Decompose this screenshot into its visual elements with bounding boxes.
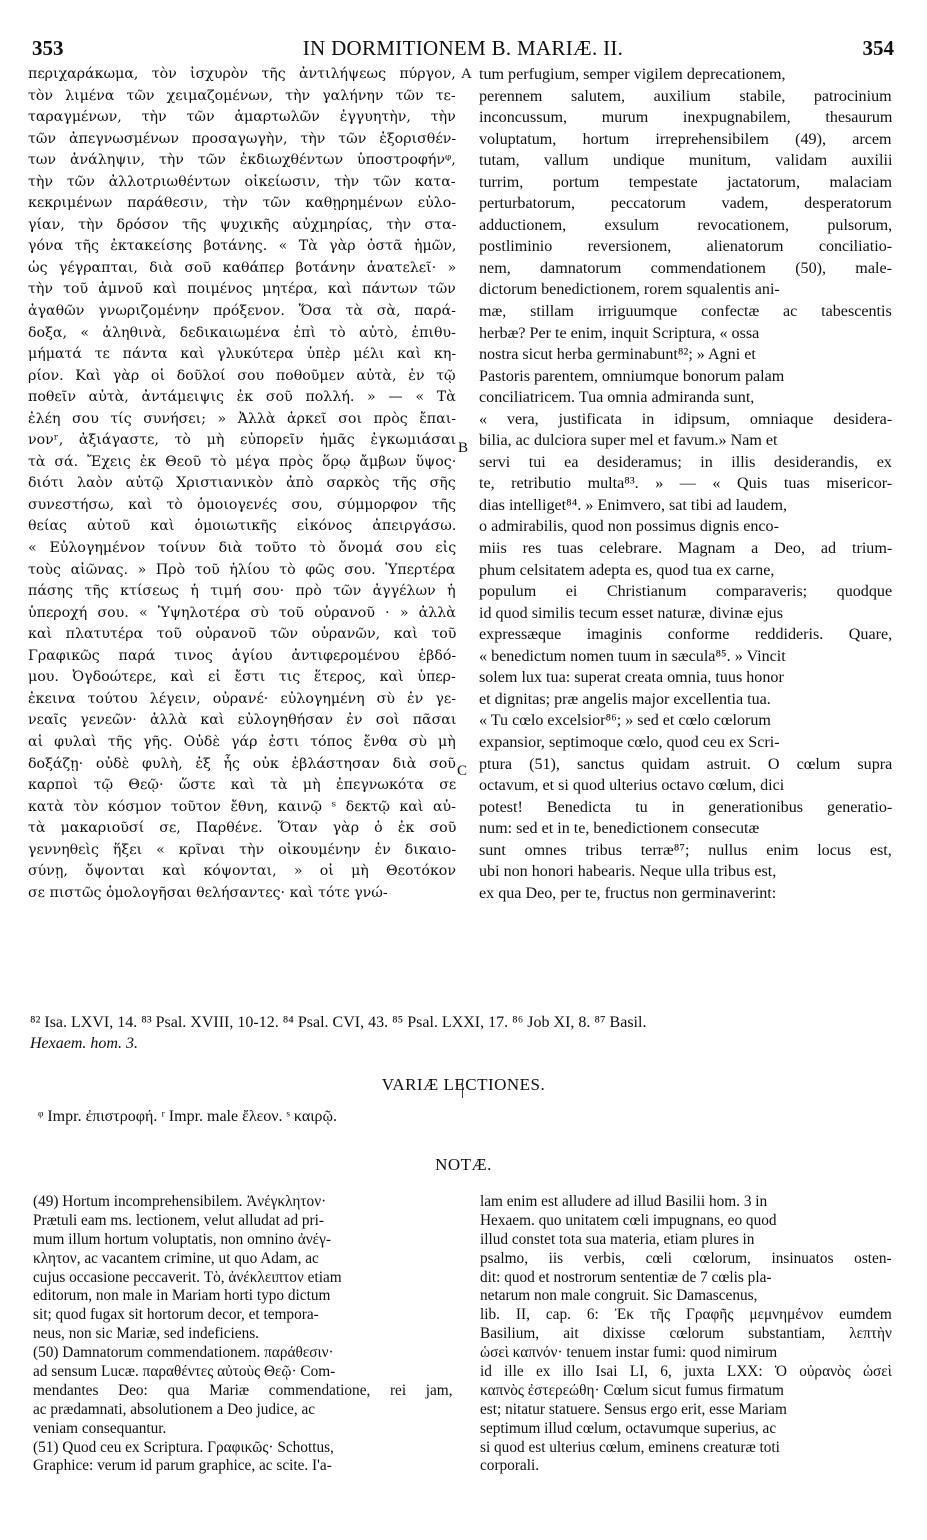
greek-text-line: δοξα, « ἀληθινὰ, δεδικαιωμένα ἐπὶ τὸ αὐτὸ, ἐπιθυ- [28,324,456,341]
note-line: corporali. [480,1457,540,1475]
latin-text-line: dictorum benedictionem, rorem squalentis ani- [479,281,780,299]
latin-text-line: perennem salutem, auxilium stabile, patrocinium [479,87,892,105]
note-line: mendantes Deo: qua Mariæ commendatione, rei jam, [33,1381,453,1399]
greek-text-line: μήματά τε πάντα καὶ γλυκύτερα ὑπὲρ μέλι καὶ κη- [28,346,456,363]
greek-text-line: γεννηθεὶς ἥξει « κρῖναι τὴν οἰκουμένην ἐν δικαιο- [28,841,456,858]
latin-text-line: nostra sicut herba germinabunt⁸²; » Agni et [479,346,756,364]
latin-text-line: voluptatum, hortum irreprehensibilem (49), arcem [479,130,892,148]
note-line: κλητον, ac vacantem crimine, ut quo Adam, ac [33,1249,319,1267]
greek-text-line: καὶ πλατυτέρα τοῦ οὐρανοῦ τῶν οὐρανῶν, καὶ τοῦ [28,626,456,643]
note-line: (51) Quod ceu ex Scriptura. Γραφικῶς· Schottus, [33,1438,334,1456]
page-header [32,36,894,66]
latin-text-line: id quod similis tecum esset naturæ, divinæ ejus [479,604,783,622]
note-line: lib. II, cap. 6: Ἐκ τῆς Γραφῆς μεμνημένον eumdem [480,1306,892,1324]
greek-text-line: τῶν ἀπεγνωσμένων προσαγωγὴν, τὴν τῶν ἐξορισθέν- [28,130,456,147]
running-title: IN DORMITIONEM B. MARIÆ. II. [302,36,624,60]
latin-text-line: adductionem, exsulum revocationem, pulsorum, [479,216,892,234]
note-line: netarum non male congruit. Sic Damascenus, [480,1287,758,1305]
greek-text-line: τὰ μακαριοῦσί σε, Παρθένε. Ὅταν γὰρ ὁ ἐκ σοῦ [28,820,456,837]
section-marker-b: B [458,440,469,456]
note-line: neus, non sic Mariæ, sed indeficiens. [33,1325,260,1343]
latin-text-line: num: sed et in te, benedictionem consecutæ [479,820,760,838]
greek-text-line: ὑπεροχή σου. « Ὑψηλοτέρα σὺ τοῦ οὐρανοῦ · » ἀλλὰ [28,604,456,621]
latin-text-line: sunt omnes tribus terræ⁸⁷; nullus enim locus est, [479,841,892,859]
latin-text-line: miis res tuas celebrare. Magnam a Deo, ad trium- [479,540,892,558]
latin-text-line: expansior, septimoque cœlo, quod ceu ex Scri- [479,733,780,751]
greek-text-line: τὴν τοῦ ἀμνοῦ καὶ ποιμένος μητέρα, καὶ πάντων τῶν [28,281,456,298]
latin-text-line: tum perfugium, semper vigilem deprecationem, [479,66,786,83]
left-column-number: 353 [32,36,64,60]
latin-text-line: ubi non honori habearis. Neque ulla tribus est, [479,863,777,881]
latin-text-line: phum celsitatem adepta es, quod tua ex carne, [479,561,775,579]
latin-text-line: dias intelliget⁸⁴. » Enimvero, sat tibi ad laudem, [479,496,787,514]
greek-text-line: ρίον. Καὶ γὰρ οἱ δοῦλοί σου ποθοῦμεν αὐτὰ, ἐν τῷ [28,367,456,384]
greek-text-line: ἐλέη σου τίς συνήσει; » Ἀλλὰ ἀρκεῖ σοι πρὸς ἔπαι- [28,410,456,427]
note-line: psalmo, iis verbis, cœli cœlorum, insinuatos osten- [480,1249,892,1267]
greek-text-line: γόνα τῆς ἐκτακείσης βοτάνης. « Τὰ γὰρ ὀστᾶ ἡμῶν, [28,238,456,255]
greek-text-line: σε πιστῶς ὁμολογῆσαι θελήσαντες· καὶ τότε γνώ- [28,884,388,901]
greek-text-line: κεκριμένων παράθεσιν, τὴν τῶν καθῃρημένων εὐλο- [28,195,456,212]
greek-text-line: τοὺς αἰῶνας. » Πρὸ τοῦ ἡλίου τὸ φῶς σου. Ὑπερτέρα [28,561,456,578]
footnote-line: Hexaem. hom. 3. [30,1035,138,1052]
variae-lectiones-text: ᵠ Impr. ἐπιστροφή. ʳ Impr. male ἔλεον. ˢ καιρῷ. [38,1108,338,1125]
note-line: Hexaem. quo unitatem cœli impugnans, eo quod [480,1211,777,1229]
note-line: septimum illud cœlum, octavumque superius, ac [480,1419,777,1437]
latin-text-line: ptura (51), sanctus quidam astruit. O cœlum supra [479,755,892,773]
greek-text-line: θείας αὐτοῦ καὶ ὁμοιωτικῆς εἰκόνος ἀπειργάσω. [28,518,456,535]
latin-text-line: expressæque imaginis conforme reddideris. Quare, [479,626,892,644]
note-line: Graphice: verum id parum graphice, ac scite. I'a- [33,1457,332,1475]
greek-text-line: ποθεῖν αὐτὰ, ἀντάμειψις ἐκ σοῦ πολλή. » — « Τὰ [28,389,456,406]
latin-text-line: inconcussum, murum inexpugnabilem, thesaurum [479,109,892,127]
note-line: Prætuli eam ms. lectionem, velut alludat ad pri- [33,1211,324,1229]
note-line: ad sensum Lucæ. παραθέντες αὐτοὺς Θεῷ· Com- [33,1363,336,1381]
greek-text-line: Γραφικῶς παρά τινος ἁγίου ἀντιφερομένου ἑβδό- [28,647,456,664]
section-marker-c: C [457,763,468,779]
greek-text-line: ταραγμένων, τὴν τῶν ἁμαρτωλῶν ἐγγυητὴν, τὴν [28,109,456,126]
latin-text-line: tutam, vallum undique munitum, validam auxilii [479,152,892,170]
section-marker-a: A [461,66,472,82]
greek-text-line: περιχαράκωμα, τὸν ἰσχυρὸν τῆς ἀντιλήψεως πύργον, [28,66,456,82]
greek-text-line: κατὰ τὸν κόσμον τοῦτον ἔθνη, καινῷ ˢ δεκτῷ καὶ αὐ- [28,798,456,815]
variae-lectiones-title: VARIÆ LECTIONES. [381,1075,546,1094]
note-line: καπνὸς ἐστερεώθη· Cœlum sicut fumus firmatum [480,1381,784,1399]
notes-left-column [33,1193,453,1476]
latin-text-line: populum ei Christianum comparaveris; quodque [479,583,892,601]
greek-text-line: νονʳ, ἀξιάγαστε, τὸ μὴ εὐπορεῖν ἡμᾶς ἐγκωμιάσαι [28,432,456,449]
notes-right-column [480,1193,892,1476]
latin-text-line: servi tui ea desideramus; in illis desiderandis, ex [479,453,892,471]
note-line: illud constet tota sua materia, etiam plures in [480,1230,755,1248]
greek-text-line: δοξάζῃ· οὐδὲ φυλὴ, ἐξ ἧς οὐκ ἐβλάστησαν διὰ σοῦ [28,755,456,772]
note-line: lam enim est alludere ad illud Basilii hom. 3 in [480,1193,768,1210]
greek-text-line: ἀγαθῶν γνωριζομένην πρόξενον. Ὅσα τὰ σὰ, παρά- [28,303,456,320]
latin-text-line: postliminio reversionem, alienatorum conciliatio- [479,238,892,256]
right-column-number: 354 [862,36,894,60]
note-line: sit; quod fugax sit hortorum decor, et tempora- [33,1306,319,1324]
latin-text-line: « benedictum nomen tuum in sæcula⁸⁵. » Vincit [479,647,786,665]
note-line: id ille ex illo Isai LI, 6, juxta LXX: Ὁ οὐρανὸς ὡσεὶ [480,1363,892,1381]
greek-text-line: ἐκεινα τούτου λέγειν, οὐρανέ· εὐλογημένη σὺ ἐν γε- [28,690,456,707]
greek-text-line: πάσης τῆς κτίσεως ἡ τιμή σου· πρὸ τῶν ἀγγέλων ἡ [28,583,456,600]
note-line: editorum, non male in Mariam horti typo dictum [33,1287,331,1305]
greek-text-line: τὸν λιμένα τῶν χειμαζομένων, τὴν γαλήνην τῶν τε- [28,87,456,104]
latin-text-line: turrim, portum tempestate jactatorum, malaciam [479,173,892,191]
greek-text-line: τὰ σά. Ἔχεις ἐκ Θεοῦ τὸ μέγα πρὸς ὅρῳ ἄμβων ὕψος· [28,453,456,470]
note-line: mum illum hortum voluptatis, non omnino ἀνέγ- [33,1230,331,1248]
latin-text-line: « Tu cœlo excelsior⁸⁶; » sed et cœlo cœlorum [479,712,771,730]
greek-text-line: τὴν τῶν ἀλλοτριωθέντων οἰκείωσιν, τὴν τῶν κατα- [28,173,456,190]
latin-text-line: herbæ? Per te enim, inquit Scriptura, « ossa [479,324,760,342]
note-line: dit: quod et nostrorum sententiæ de 7 cœlis pla- [480,1268,772,1286]
greek-text-line: των ἀνάληψιν, τὴν τῶν ἐκδιωχθέντων ὑποστροφήνᵠ, [28,152,456,169]
latin-text-line: conciliatricem. Tua omnia admiranda sunt, [479,389,755,407]
greek-text-column [28,64,456,904]
greek-text-line: ὡς γέγραπται, διὰ σοῦ καθάπερ βοτάνην ἀνατελεῖ· » [28,259,456,276]
latin-text-line: mæ, stillam irriguumque confectæ ac tabescentis [479,303,892,321]
note-line: si quod est ulterius cœlum, eminens creaturæ toti [480,1438,780,1456]
latin-text-line: bilia, ac dulciora super mel et favum.» Nam et [479,432,778,450]
note-line: (50) Damnatorum commendationem. παράθεσιν· [33,1344,334,1362]
note-line: ὡσεὶ καπνόν· tenuem instar fumi: quod nimirum [480,1344,778,1362]
greek-text-line: καρποὶ τῷ Θεῷ· ὥστε καὶ τὰ μὴ ἐπεγνωκότα σε [28,777,456,794]
greek-text-line: νεαῖς γενεῶν· ἀλλὰ καὶ εὐλογηθήσαν ἐν σοὶ πᾶσαι [28,712,456,729]
latin-text-line: solem lux tua: superat creata omnia, tuus honor [479,669,784,687]
greek-text-line: γίαν, τὴν δρόσον τῆς ψυχικῆς αὐχμηρίας, τὴν στα- [28,216,456,233]
latin-text-line: et dignitas; præ angelis major excellentia tua. [479,690,771,708]
greek-text-line: σύνῃ, ὄψονται καὶ κόψονται, » οἱ μὴ Θεοτόκον [28,863,456,880]
latin-text-line: o admirabilis, quod non possimus dignis enco- [479,518,779,536]
greek-text-line: « Εὐλογημένον τοίνυν διὰ τοῦτο τὸ ὄνομά σου εἰς [28,540,456,557]
note-line: ac prædamnati, absolutionem a Deo judice, ac [33,1400,316,1418]
latin-text-line: te, retributio multa⁸³. » — « Quis tuas misericor- [479,475,892,493]
greek-text-line: διότι λαὸν αὐτῷ Χριστιανικὸν ἀπὸ σαρκὸς τῆς σῆς [28,475,456,492]
latin-text-line: octavum, et si quod ulterius octavo cœlum, dici [479,777,785,795]
greek-text-line: αἱ φυλαὶ τῆς γῆς. Οὐδὲ γάρ ἐστι τόπος ἔνθα σὺ μὴ [28,733,456,750]
greek-text-line: συνεστήσω, καὶ τὸ ὁμοιογενές σου, σύμμορφον τῆς [28,496,456,513]
latin-text-line: potest! Benedicta tu in generationibus generatio- [479,798,892,816]
footnote-line: ⁸² Isa. LXVI, 14. ⁸³ Psal. XVIII, 10-12. ⁸⁴ Psal. CVI, 43. ⁸⁵ Psal. LXXI, 17. ⁸⁶ Job XI, 8. ⁸⁷ Basil. [30,1014,647,1031]
note-line: Basilium, ait dixisse cœlorum substantiam, λεπτὴν [480,1325,892,1343]
latin-text-line: « vera, justificata in idipsum, omniaque desidera- [479,410,892,428]
latin-text-line: perturbatorum, peccatorum vadem, desperatorum [479,195,892,213]
latin-text-line: Pastoris parentem, omniumque bonorum palam [479,367,785,385]
note-line: veniam consequantur. [33,1419,167,1437]
greek-text-line: μου. Ὀγδοώτερε, καὶ εἰ ἔστι τις ἕτερος, καὶ ὑπερ- [28,669,456,686]
note-line: est; nitatur statuere. Sensus ergo erit, esse Mariam [480,1400,787,1418]
latin-text-column [479,64,892,904]
latin-text-line: ex qua Deo, per te, fructus non germinaverint: [479,884,777,902]
latin-text-line: nem, damnatorum commendationem (50), male- [479,259,892,277]
notae-title: NOTÆ. [435,1155,492,1174]
note-line: (49) Hortum incomprehensibilem. Ἀνέγκλητον· [33,1193,327,1210]
scripture-footnotes [30,1012,900,1054]
note-line: cujus occasione peccaverit. Τὸ, ἀνέκλειπτον etiam [33,1268,342,1286]
